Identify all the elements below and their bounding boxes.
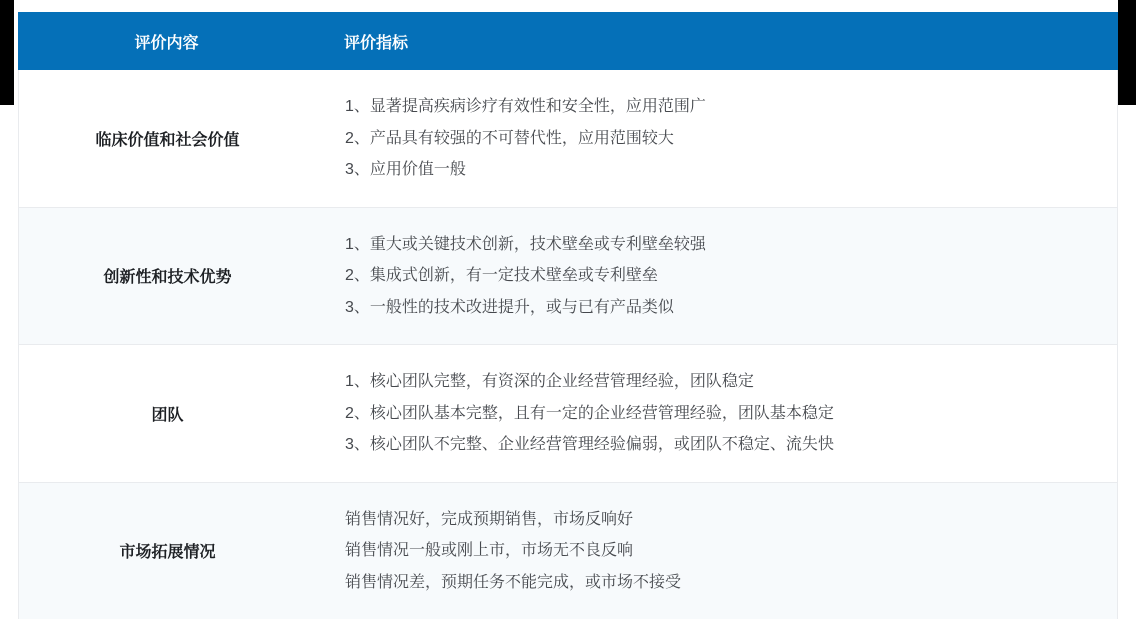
table-row [19, 344, 1117, 482]
table-body [18, 70, 1118, 619]
category-cell: 临床价值和社会价值 [95, 131, 240, 149]
indicators-cell [316, 366, 1117, 461]
table-row [19, 70, 1117, 207]
indicator-line: 销售情况一般或刚上市，市场无不良反响 [345, 542, 634, 559]
evaluation-table [18, 12, 1118, 619]
table-row [19, 482, 1117, 619]
indicator-line: 2、核心团队基本完整，且有一定的企业经营管理经验，团队基本稳定 [345, 404, 834, 422]
indicator-line: 2、产品具有较强的不可替代性，应用范围较大 [345, 129, 674, 147]
indicator-line: 1、核心团队完整，有资深的企业经营管理经验，团队稳定 [345, 373, 754, 390]
header-evaluation-indicator: 评价指标 [344, 34, 409, 52]
indicator-line: 销售情况好，完成预期销售，市场反响好 [345, 510, 634, 528]
indicators-cell [316, 91, 1117, 186]
table-header-row [18, 12, 1118, 70]
left-edge-artifact [0, 0, 14, 105]
category-cell: 市场拓展情况 [119, 544, 216, 562]
indicator-line: 1、显著提高疾病诊疗有效性和安全性，应用范围广 [345, 98, 706, 115]
indicator-line: 3、一般性的技术改进提升，或与已有产品类似 [345, 298, 674, 316]
right-edge-artifact [1118, 0, 1136, 105]
indicator-line: 2、集成式创新，有一定技术壁垒或专利壁垒 [345, 267, 658, 284]
indicator-line: 3、核心团队不完整、企业经营管理经验偏弱，或团队不稳定、流失快 [345, 436, 834, 453]
indicator-line: 销售情况差，预期任务不能完成，或市场不接受 [345, 573, 682, 591]
indicators-cell [316, 229, 1117, 324]
indicator-line: 1、重大或关键技术创新，技术壁垒或专利壁垒较强 [345, 235, 706, 253]
header-evaluation-content: 评价内容 [134, 34, 199, 52]
table-row [19, 207, 1117, 345]
category-cell: 创新性和技术优势 [103, 269, 232, 287]
indicator-line: 3、应用价值一般 [345, 161, 466, 178]
indicators-cell [316, 504, 1117, 599]
category-cell: 团队 [151, 406, 184, 424]
